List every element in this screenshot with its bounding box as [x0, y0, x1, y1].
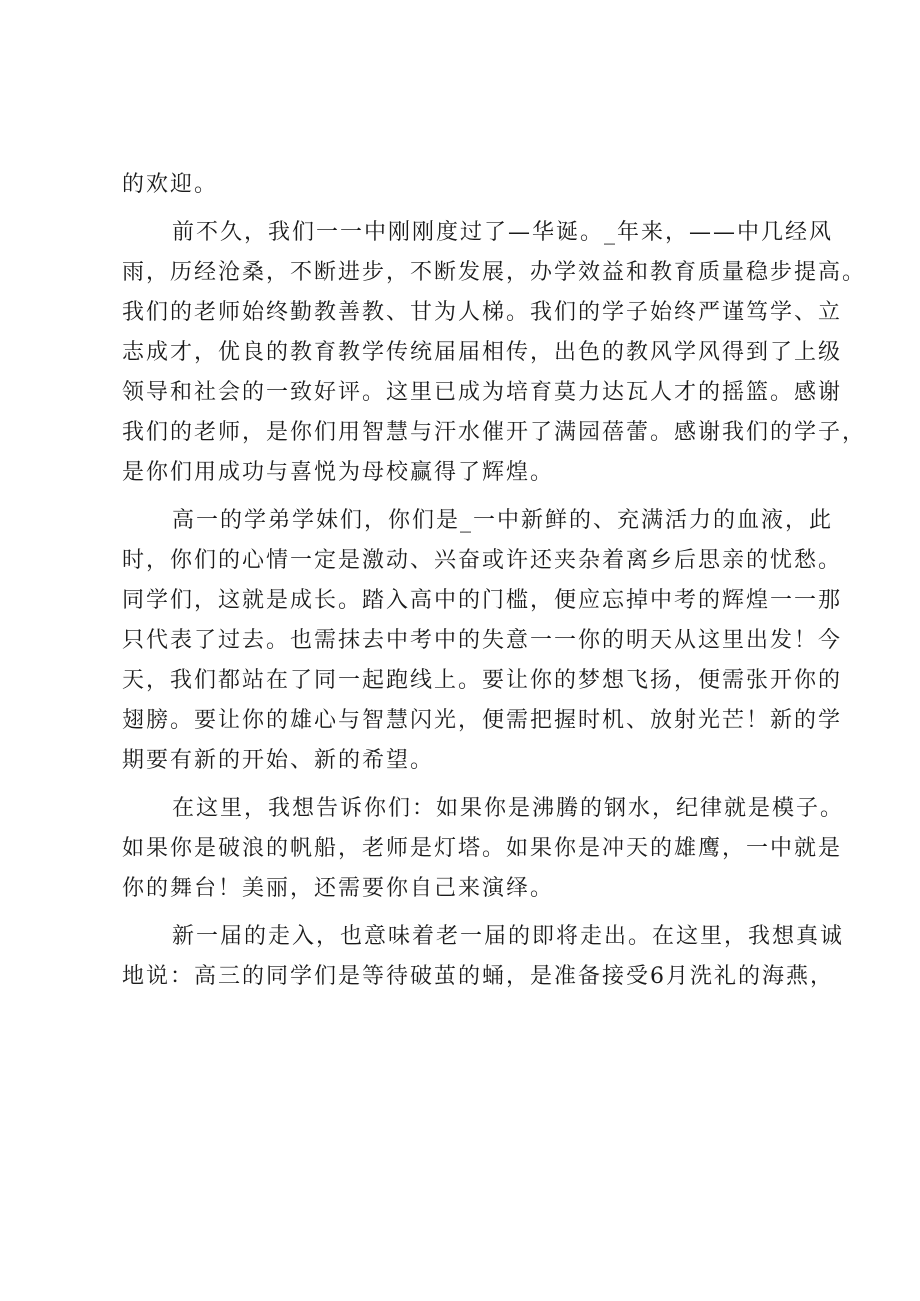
paragraph-1 [122, 165, 822, 205]
text-line: 领导和社会的一致好评。这里已成为培育莫力达瓦人才的摇篮。感谢 [122, 380, 843, 405]
text-line: 翅膀。要让你的雄心与智慧闪光，便需把握时机、放射光芒！新的学 [122, 708, 843, 733]
paragraph-4 [122, 789, 845, 909]
text-line: 的欢迎。 [122, 172, 219, 197]
paragraph-5 [122, 917, 845, 997]
text-line: 雨，历经沧桑，不断进步，不断发展，办学效益和教育质量稳步提高。 [122, 260, 867, 285]
text-line: 如果你是破浪的帆船，老师是灯塔。如果你是冲天的雄鹰，一中就是 [122, 836, 843, 861]
text-line: 我们的老师，是你们用智慧与汗水催开了满园蓓蕾。感谢我们的学子， [122, 420, 867, 445]
text-line: 期要有新的开始、新的希望。 [122, 748, 435, 773]
paragraph-3 [122, 501, 843, 781]
text-line: 地说：高三的同学们是等待破茧的蛹，是准备接受6月洗礼的海燕， [122, 964, 834, 989]
text-line: 天，我们都站在了同一起跑线上。要让你的梦想飞扬，便需张开你的 [122, 668, 843, 693]
text-line: 我们的老师始终勤教善教、甘为人梯。我们的学子始终严谨笃学、立 [122, 300, 843, 325]
text-line: 是你们用成功与喜悦为母校赢得了辉煌。 [122, 460, 555, 485]
paragraph-2 [122, 213, 867, 493]
text-line: 你的舞台！美丽，还需要你自己来演绎。 [122, 876, 555, 901]
text-line: 同学们，这就是成长。踏入高中的门槛，便应忘掉中考的辉煌一一那 [122, 588, 843, 613]
document-body [122, 165, 867, 1005]
text-line: 新一届的走入，也意味着老一届的即将走出。在这里，我想真诚 [172, 924, 845, 949]
text-line: 时，你们的心情一定是激动、兴奋或许还夹杂着离乡后思亲的忧愁。 [122, 548, 843, 573]
text-line: 在这里，我想告诉你们：如果你是沸腾的钢水，纪律就是模子。 [172, 796, 845, 821]
text-line: 只代表了过去。也需抹去中考中的失意一一你的明天从这里出发！今 [122, 628, 843, 653]
text-line: 前不久，我们一一中刚刚度过了—华诞。_年来，——中几经风 [172, 220, 834, 245]
text-line: 高一的学弟学妹们，你们是_一中新鲜的、充满活力的血液，此 [172, 508, 834, 533]
text-line: 志成才，优良的教育教学传统届届相传，出色的教风学风得到了上级 [122, 340, 843, 365]
